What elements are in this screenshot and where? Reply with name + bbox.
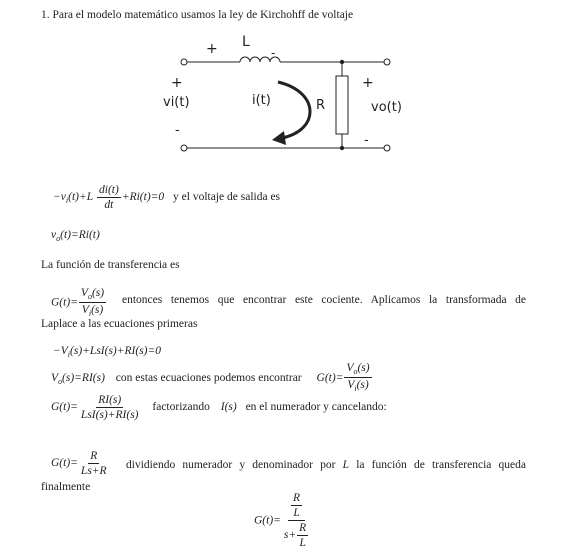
subst-text1: factorizando: [152, 401, 210, 414]
top-node-dot: [340, 60, 344, 64]
final-outer-den: s+ $\frac{R}{L}$: [283, 522, 307, 550]
laplace-equation-2-line: [51, 362, 373, 394]
final-equation: [254, 492, 312, 549]
tf-def-fraction: [79, 287, 106, 319]
kvl-lhs-end: +Ri(t)=0: [121, 191, 165, 204]
laplace-eq2-text: con estas ecuaciones podemos encontrar: [115, 371, 302, 384]
current-arrow: [278, 82, 310, 138]
rl-circuit-diagram: [160, 30, 420, 155]
vout-plus: +: [362, 75, 374, 91]
tf-intro: La función de transferencia es: [41, 259, 180, 271]
simplified-fraction: [79, 450, 109, 477]
laplace-equation-1: $-V_i(s)+LsI(s)+RI(s)=0$: [53, 345, 162, 359]
subst-factor: I(s): [220, 401, 237, 414]
vin-plus: +: [171, 75, 183, 91]
bottom-node-dot: [340, 146, 344, 150]
substitution-line: [51, 394, 387, 421]
subst-fraction: [79, 394, 141, 421]
vout-label: vo(t): [371, 100, 402, 115]
subst-lhs: G(t)=: [51, 401, 78, 414]
kvl-equation-line: [53, 184, 280, 211]
resistor-label: R: [316, 98, 326, 113]
simplified-text-line1: dividiendo numerador y denominador por L la función de transferencia queda: [126, 459, 527, 471]
resistor-symbol: [336, 76, 348, 134]
vout-rest: (t)=Ri(t): [60, 229, 100, 241]
final-outer-num: $\frac{R}{L}$: [288, 492, 305, 521]
final-outer-fraction: [282, 492, 311, 549]
vout-sub: o: [56, 234, 61, 243]
subst-num: RI(s): [96, 394, 123, 408]
subst-text2: en el numerador y cancelando:: [245, 401, 387, 414]
kvl-sub: i: [65, 196, 69, 206]
simplified-num: R: [88, 450, 99, 464]
vout-equation: [51, 229, 100, 243]
simplified-den: Ls+R: [80, 465, 107, 478]
tf-def-text-line2: Laplace a las ecuaciones primeras: [41, 318, 198, 330]
tf-def-den: $V_i(s)$: [81, 304, 104, 319]
vin-minus: -: [175, 123, 180, 138]
vout-minus: -: [364, 133, 369, 148]
kvl-text: y el voltaje de salida es: [173, 191, 281, 204]
vout-v: v: [51, 229, 57, 241]
problem-heading: 1. Para el modelo matemático usamos la ley de Kirchohff de voltaje: [41, 9, 354, 21]
current-arrowhead: [272, 131, 286, 145]
current-label: i(t): [252, 93, 271, 108]
simplified-text-line2: finalmente: [41, 481, 91, 493]
derivative-fraction: [97, 184, 121, 211]
tf-def-text-line1: entonces tenemos que encontrar este cociente. Aplicamos la transformada de: [122, 294, 526, 306]
laplace-eq2-fraction: $\frac{V_o(s)}{V_i(s)}$: [346, 362, 370, 394]
inductor-label: L: [242, 34, 250, 50]
derivative-den: dt: [104, 199, 114, 212]
inductor-plus: +: [206, 41, 218, 57]
subst-den: LsI(s)+RI(s): [80, 409, 139, 422]
tf-def-lhs: G(t)=: [51, 296, 78, 309]
vin-label: vi(t): [163, 95, 190, 110]
laplace-eq2-g-lhs: G(t)=: [316, 371, 344, 384]
inductor-minus: -: [271, 46, 276, 60]
kvl-paren: (t)+L: [68, 191, 94, 204]
kvl-lhs-start: −v: [53, 191, 66, 204]
derivative-num: di(t): [97, 184, 121, 198]
laplace-eq2: $V_o(s)=RI(s)$: [51, 371, 105, 386]
tf-def-num: $V_o(s)$: [79, 287, 106, 303]
simplified-line: [51, 450, 110, 477]
final-lhs: G(t)=: [254, 514, 281, 527]
simplified-lhs: G(t)=: [51, 457, 78, 470]
